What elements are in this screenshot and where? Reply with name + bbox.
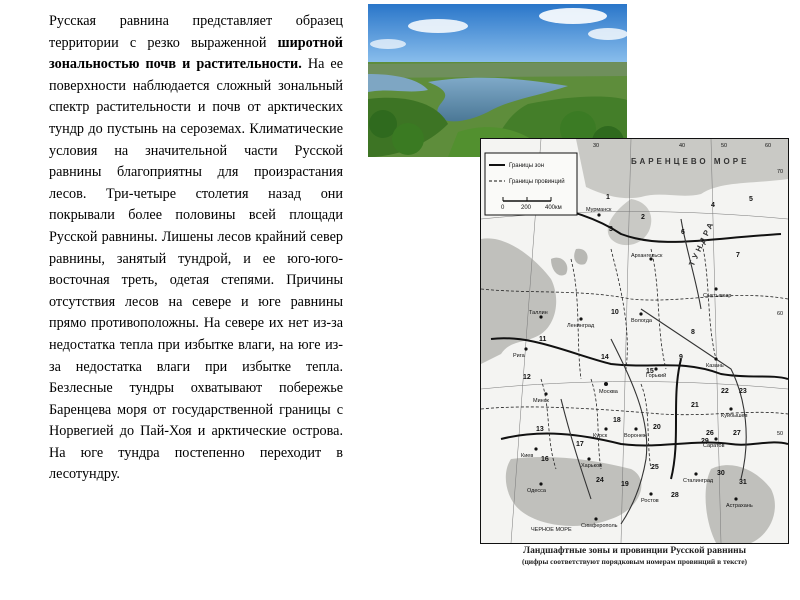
province-1: 1 — [606, 194, 610, 201]
article-paragraph-rest: На ее поверхности наблюдается сложный зональный спектр растительности и почв от арктических тундр до пустынь на сероземах. Климатические условия на значительной части Русской равнины благоприятны для произрастания лесов. Три-четыре столетия назад они покрывали более половины всей площади Русской равнины. Лишены лесов крайний север равнины, занятый тундрой, и ее юго-юго-восточная треть, одетая степями. Причины отсутствия лесов на севере и юге равнины прямо противоположны. На севере их нет из-за недостатка тепла при избытке влаги, на юге из-за недостатка влаги при избытке тепла. Безлесные тундры охватывают побережье Баренцева моря от государственной границы с Норвегией до Пай-Хоя и арктические острова. На юге тундра постепенно переходит в лесотундру. — [49, 56, 344, 483]
legend-zone-boundaries: Границы зон — [509, 163, 545, 169]
article-text — [49, 11, 343, 486]
province-2: 2 — [641, 214, 645, 221]
city-kuibyshev: Куйбышев — [721, 413, 748, 419]
province-30: 30 — [717, 470, 725, 477]
province-14: 14 — [601, 354, 609, 361]
degree-50: 50 — [721, 143, 728, 149]
scale-zero: 0 — [501, 205, 505, 211]
city-odessa: Одесса — [527, 488, 546, 494]
degree-60-lat: 60 — [777, 311, 784, 317]
city-riga: Рига — [513, 353, 525, 359]
city-tallinn: Таллин — [529, 310, 548, 316]
province-6: 6 — [681, 229, 685, 236]
degree-50-lat: 50 — [777, 431, 784, 437]
province-8: 8 — [691, 329, 695, 336]
province-4: 4 — [711, 202, 715, 209]
province-23: 23 — [739, 388, 747, 395]
city-stalingrad: Сталинград — [683, 478, 714, 484]
city-moscow: Москва — [599, 389, 618, 395]
map-caption-title: Ландшафтные зоны и провинции Русской равнины — [522, 546, 746, 556]
degree-60: 60 — [765, 143, 772, 149]
province-13: 13 — [536, 426, 544, 433]
province-5: 5 — [749, 196, 753, 203]
province-15: 15 — [646, 368, 654, 375]
lake-ladoga — [551, 258, 567, 276]
city-minsk: Минск — [533, 398, 549, 404]
province-7: 7 — [736, 252, 740, 259]
city-kharkov: Харьков — [581, 463, 603, 469]
province-28: 28 — [671, 492, 679, 499]
province-24: 24 — [596, 477, 604, 484]
black-sea-label: ЧЕРНОЕ МОРЕ — [531, 527, 572, 533]
article-paragraph-start: Русская равнина представляет образец территории с резко выраженной — [49, 13, 343, 51]
map-caption — [482, 546, 787, 566]
city-kursk: Курск — [593, 433, 608, 439]
city-astrakhan: Астрахань — [726, 503, 753, 509]
province-26: 26 — [706, 430, 714, 437]
province-10: 10 — [611, 309, 619, 316]
province-12: 12 — [523, 374, 531, 381]
province-31: 31 — [739, 479, 747, 486]
tundra-zone-label: ТУНДРА — [687, 218, 717, 268]
city-gorky: Горький — [646, 373, 667, 379]
degree-30: 30 — [593, 143, 600, 149]
province-11: 11 — [539, 336, 547, 343]
city-arkhangelsk: Архангельск — [631, 253, 663, 259]
scale-400: 400км — [545, 205, 562, 211]
degree-70: 70 — [777, 169, 784, 175]
province-17: 17 — [576, 441, 584, 448]
scale-200: 200 — [521, 205, 532, 211]
province-22: 22 — [721, 388, 729, 395]
river-landscape-photo — [368, 4, 627, 157]
city-vologda: Вологда — [631, 318, 652, 324]
province-25: 25 — [651, 464, 659, 471]
city-leningrad: Ленинград — [567, 323, 595, 329]
province-20: 20 — [653, 424, 661, 431]
province-3: 3 — [609, 226, 613, 233]
lake-onega — [574, 249, 587, 265]
city-voronezh: Воронеж — [624, 433, 647, 439]
city-simferopol: Симферополь — [581, 523, 618, 529]
barents-sea-label: БАРЕНЦЕВО МОРЕ — [631, 157, 750, 166]
degree-40: 40 — [679, 143, 686, 149]
city-syktyvkar: Сыктывкар — [703, 293, 732, 299]
province-29: 29 — [701, 438, 709, 445]
city-rostov: Ростов — [641, 498, 659, 504]
city-saratov: Саратов — [703, 443, 725, 449]
province-18: 18 — [613, 417, 621, 424]
city-kiev: Киев — [521, 453, 534, 459]
province-16: 16 — [541, 456, 549, 463]
province-19: 19 — [621, 481, 629, 488]
city-kazan: Казань — [706, 363, 724, 369]
map-legend — [485, 153, 577, 215]
city-murmansk: Мурманск — [586, 207, 612, 213]
landscape-zones-map — [480, 138, 789, 544]
province-9: 9 — [679, 354, 683, 361]
article-bold-phrase: широтной зональностью почв и растительности. — [49, 34, 343, 73]
province-21: 21 — [691, 402, 699, 409]
province-27: 27 — [733, 430, 741, 437]
legend-province-boundaries: Границы провинций — [509, 179, 565, 185]
map-caption-note: (цифры соответствуют порядковым номерам провинций в тексте) — [521, 557, 748, 566]
